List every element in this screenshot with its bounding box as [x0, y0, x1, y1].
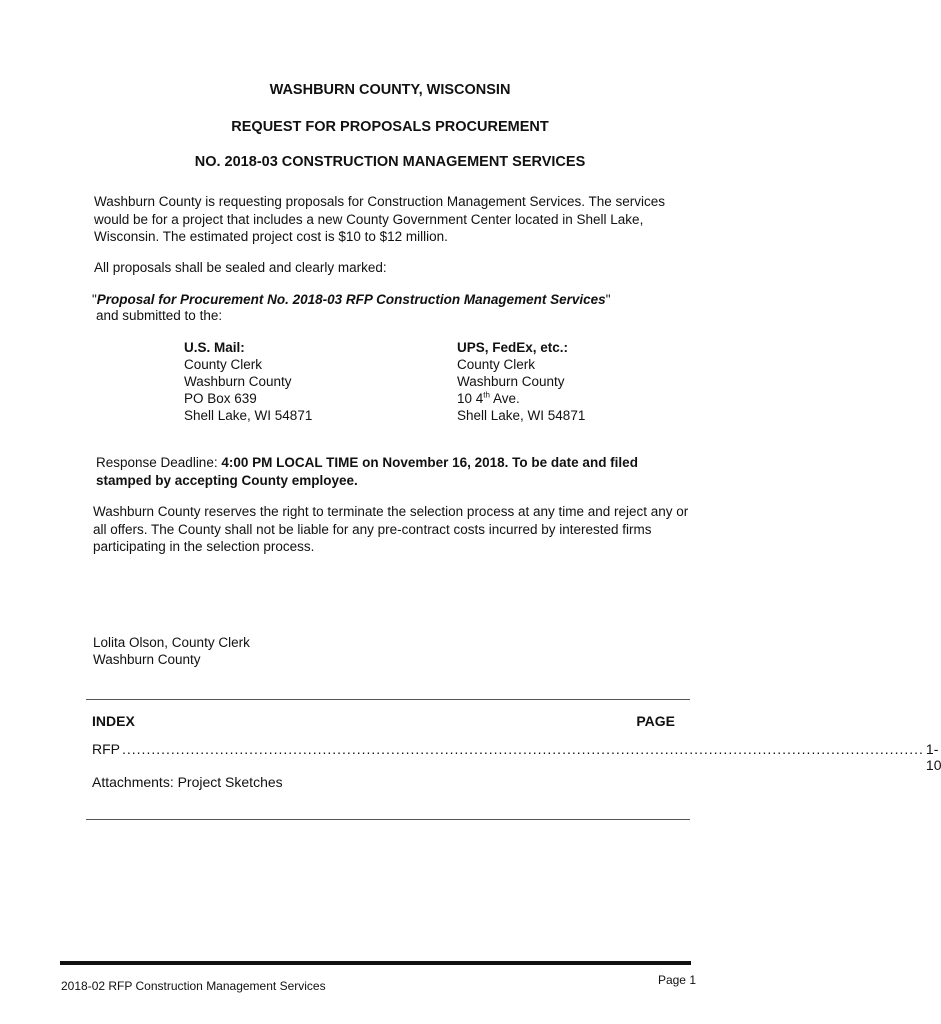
index-divider-bottom: [86, 819, 690, 820]
address-courier: [457, 339, 585, 424]
address-line: Shell Lake, WI 54871: [184, 408, 313, 423]
footer-rule: [60, 961, 691, 965]
leader-dots: ....................................................................................................................................................................: [122, 741, 924, 757]
address-heading: U.S. Mail:: [184, 340, 245, 355]
deadline-value: 4:00 PM LOCAL TIME on November 16, 2018. To be date and filed stamped by accepting County employee.: [96, 455, 638, 488]
sealed-paragraph: All proposals shall be sealed and clearly marked:: [94, 260, 387, 275]
title-request: REQUEST FOR PROPOSALS PROCUREMENT: [231, 119, 549, 135]
footer-document-title: 2018-02 RFP Construction Management Services: [61, 979, 326, 993]
reserve-paragraph: Washburn County reserves the right to terminate the selection process at any time and reject any or all offers. The County shall not be liable for any pre-contract costs incurred by interested firms participating in the selection process.: [93, 504, 689, 554]
address-line: [457, 390, 585, 407]
title-county: WASHBURN COUNTY, WISCONSIN: [269, 82, 511, 98]
index-entry-label: RFP: [92, 741, 120, 757]
address-us-mail: [184, 339, 312, 424]
submitted-line: and submitted to the:: [96, 308, 223, 323]
quote-open: ": [92, 292, 97, 307]
index-heading: INDEX: [92, 713, 135, 729]
title-rfp-number: NO. 2018-03 CONSTRUCTION MANAGEMENT SERVICES: [194, 154, 586, 170]
index-entry-attachments: Attachments: Project Sketches: [92, 774, 283, 790]
page-heading: PAGE: [636, 713, 675, 729]
intro-paragraph: Washburn County is requesting proposals for Construction Management Services. The services would be for a project that includes a new County Government Center located in Shell Lake, Wisconsin. The estimated project cost is $10 to $12 million.: [94, 194, 666, 244]
signature-block: [93, 634, 693, 668]
street-name: Ave.: [489, 391, 520, 406]
address-line: County Clerk: [457, 357, 536, 372]
proposal-title: Proposal for Procurement No. 2018-03 RFP Construction Management Services: [96, 292, 606, 307]
signer-name: Lolita Olson, County Clerk: [93, 635, 250, 650]
proposal-marking: [92, 291, 712, 309]
address-line: Washburn County: [457, 374, 565, 389]
quote-close: ": [605, 292, 611, 307]
address-line: Shell Lake, WI 54871: [457, 408, 586, 423]
index-entry-pages: 1-10: [925, 741, 941, 773]
deadline-label: Response Deadline:: [96, 455, 222, 470]
address-line: Washburn County: [184, 374, 292, 389]
signer-org: Washburn County: [93, 652, 201, 667]
index-entry-rfp: [92, 741, 941, 773]
address-heading: UPS, FedEx, etc.:: [457, 340, 569, 355]
response-deadline: [96, 454, 696, 489]
ordinal-suffix: th: [483, 390, 490, 400]
address-line: County Clerk: [184, 357, 263, 372]
index-divider-top: [86, 699, 690, 700]
footer-page-number: Page 1: [657, 973, 696, 987]
street-number: 10 4: [457, 391, 484, 406]
address-line: PO Box 639: [184, 391, 257, 406]
